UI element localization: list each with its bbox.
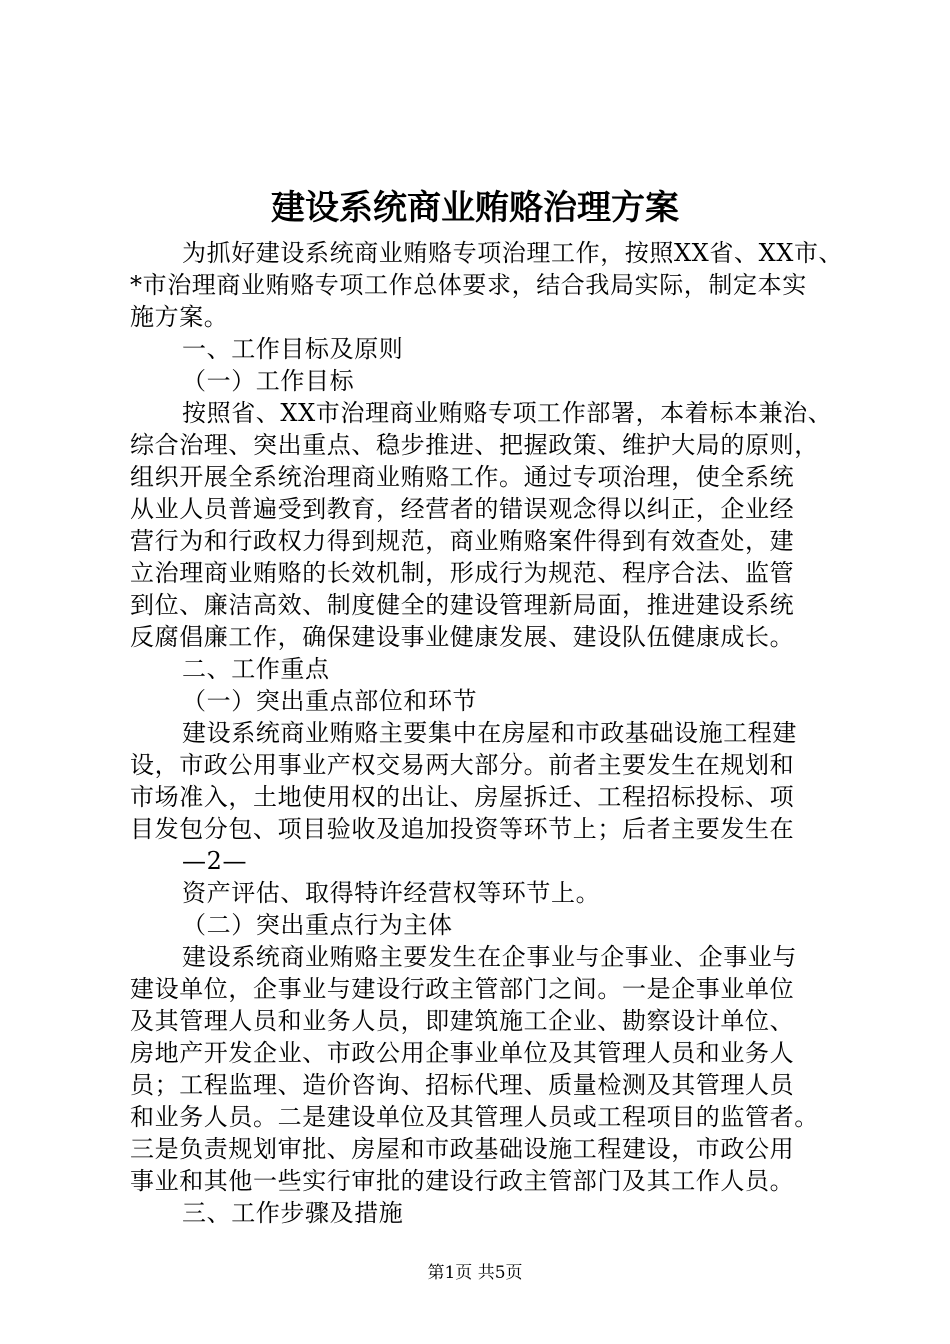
paragraph-line: 反腐倡廉工作，确保建设事业健康发展、建设队伍健康成长。 [130,623,795,651]
subsection-heading: （一）工作目标 [182,367,355,395]
subsection-heading: （一）突出重点部位和环节 [182,687,478,715]
paragraph-line: 立治理商业贿赂的长效机制，形成行为规范、程序合法、监管 [130,559,795,587]
paragraph-line: 综合治理、突出重点、稳步推进、把握政策、维护大局的原则， [130,431,819,459]
section-heading: 一、工作目标及原则 [182,335,404,363]
paragraph-line: 设，市政公用事业产权交易两大部分。前者主要发生在规划和 [130,751,795,779]
page-marker: —2— [182,847,248,875]
paragraph-line: 建设单位，企事业与建设行政主管部门之间。一是企事业单位 [130,975,795,1003]
paragraph-line: *市治理商业贿赂专项工作总体要求，结合我局实际，制定本实 [130,271,807,299]
paragraph-line: 房地产开发企业、市政公用企事业单位及其管理人员和业务人 [130,1039,795,1067]
paragraph-line: 市场准入，土地使用权的出让、房屋拆迁、工程招标投标、项 [130,783,795,811]
paragraph-line: 组织开展全系统治理商业贿赂工作。通过专项治理，使全系统 [130,463,795,491]
section-heading: 三、工作步骤及措施 [182,1199,404,1227]
paragraph-line: 营行为和行政权力得到规范，商业贿赂案件得到有效查处，建 [130,527,795,555]
paragraph-line: 目发包分包、项目验收及追加投资等环节上；后者主要发生在 [130,815,795,843]
paragraph-line: 事业和其他一些实行审批的建设行政主管部门及其工作人员。 [130,1167,795,1195]
paragraph-line: 建设系统商业贿赂主要集中在房屋和市政基础设施工程建 [182,719,797,747]
paragraph-line: 施方案。 [130,303,229,331]
paragraph-line: 按照省、XX市治理商业贿赂专项工作部署，本着标本兼治、 [182,399,833,427]
document-title: 建设系统商业贿赂治理方案 [271,188,679,228]
subsection-heading: （二）突出重点行为主体 [182,911,453,939]
paragraph-line: 为抓好建设系统商业贿赂专项治理工作，按照XX省、XX市、 [182,239,844,267]
paragraph-line: 从业人员普遍受到教育，经营者的错误观念得以纠正，企业经 [130,495,795,523]
paragraph-line: 三是负责规划审批、房屋和市政基础设施工程建设，市政公用 [130,1135,795,1163]
paragraph-line: 和业务人员。二是建设单位及其管理人员或工程项目的监管者。 [130,1103,819,1131]
section-heading: 二、工作重点 [182,655,330,683]
paragraph-line: 资产评估、取得特许经营权等环节上。 [182,879,601,907]
paragraph-line: 建设系统商业贿赂主要发生在企事业与企事业、企事业与 [182,943,797,971]
paragraph-line: 到位、廉洁高效、制度健全的建设管理新局面，推进建设系统 [130,591,795,619]
paragraph-line: 及其管理人员和业务人员，即建筑施工企业、勘察设计单位、 [130,1007,795,1035]
paragraph-line: 员；工程监理、造价咨询、招标代理、质量检测及其管理人员 [130,1071,795,1099]
page-footer: 第1页 共5页 [427,1263,523,1283]
